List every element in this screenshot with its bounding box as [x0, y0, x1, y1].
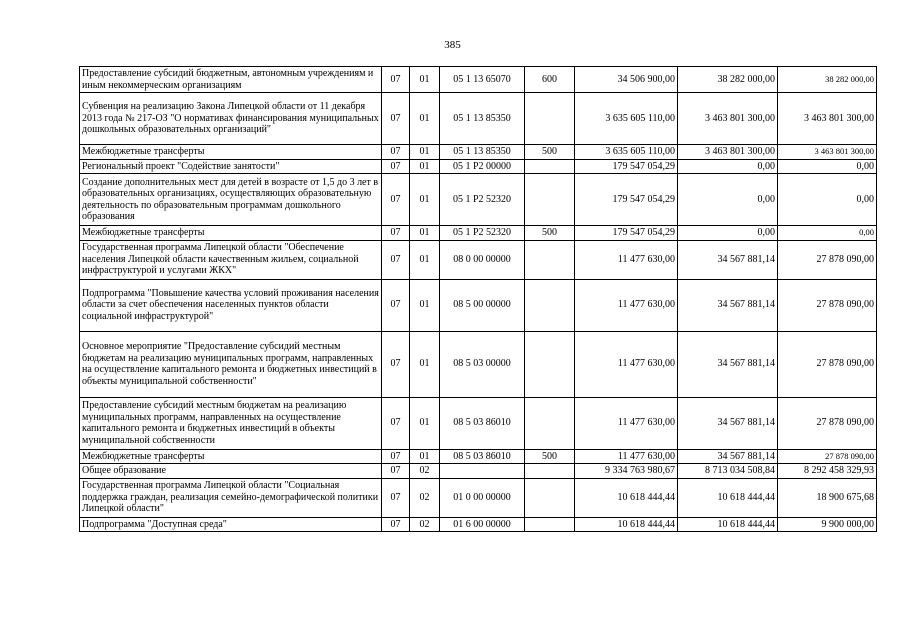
table-row	[80, 464, 877, 479]
section-code-cell: 07	[382, 397, 410, 449]
row-name-cell: Подпрограмма "Доступная среда"	[80, 517, 382, 532]
amount-year2-cell: 34 567 881,14	[678, 397, 778, 449]
section-code-cell: 07	[382, 279, 410, 331]
amount-year1-cell: 11 477 630,00	[575, 279, 678, 331]
amount-year3-cell: 27 878 090,00	[778, 331, 877, 397]
table-row	[80, 67, 877, 93]
amount-year2-cell: 0,00	[678, 159, 778, 174]
amount-year3-cell: 27 878 090,00	[778, 397, 877, 449]
target-article-cell: 08 5 03 86010	[440, 397, 525, 449]
amount-year3-cell: 9 900 000,00	[778, 517, 877, 532]
amount-year1-cell: 179 547 054,29	[575, 174, 678, 226]
target-article-cell: 05 1 P2 52320	[440, 174, 525, 226]
amount-year1-cell: 11 477 630,00	[575, 331, 678, 397]
table-body	[80, 67, 877, 532]
expense-type-cell	[525, 464, 575, 479]
row-name-cell: Общее образование	[80, 464, 382, 479]
amount-year2-cell: 10 618 444,44	[678, 517, 778, 532]
target-article-cell	[440, 464, 525, 479]
section-code-cell: 07	[382, 226, 410, 241]
section-code-cell: 07	[382, 478, 410, 517]
amount-year1-cell: 179 547 054,29	[575, 226, 678, 241]
budget-table	[79, 66, 877, 532]
section-code-cell: 07	[382, 331, 410, 397]
expense-type-cell	[525, 517, 575, 532]
expense-type-cell: 500	[525, 226, 575, 241]
table-row	[80, 240, 877, 279]
target-article-cell: 05 1 P2 00000	[440, 159, 525, 174]
row-name-cell: Создание дополнительных мест для детей в возрасте от 1,5 до 3 лет в образовательных организациях, осуществляющих образовательную деятельность по образовательным программам дошкольного образования	[80, 174, 382, 226]
row-name-cell: Межбюджетные трансферты	[80, 145, 382, 160]
expense-type-cell	[525, 93, 575, 145]
amount-year2-cell: 0,00	[678, 174, 778, 226]
section-code-cell: 07	[382, 449, 410, 464]
expense-type-cell	[525, 478, 575, 517]
target-article-cell: 08 0 00 00000	[440, 240, 525, 279]
table-row	[80, 279, 877, 331]
amount-year3-cell: 38 282 000,00	[778, 67, 877, 93]
expense-type-cell	[525, 174, 575, 226]
target-article-cell: 08 5 00 00000	[440, 279, 525, 331]
section-code-cell: 07	[382, 240, 410, 279]
subsection-code-cell: 02	[410, 517, 440, 532]
amount-year3-cell: 27 878 090,00	[778, 449, 877, 464]
target-article-cell: 08 5 03 00000	[440, 331, 525, 397]
subsection-code-cell: 01	[410, 67, 440, 93]
amount-year3-cell: 0,00	[778, 174, 877, 226]
amount-year2-cell: 8 713 034 508,84	[678, 464, 778, 479]
amount-year1-cell: 11 477 630,00	[575, 240, 678, 279]
table-row	[80, 159, 877, 174]
section-code-cell: 07	[382, 464, 410, 479]
row-name-cell: Подпрограмма "Повышение качества условий проживания населения области за счет обеспечения населенных пунктов области социальной инфраструктурой"	[80, 279, 382, 331]
row-name-cell: Государственная программа Липецкой области "Социальная поддержка граждан, реализация семейно-демографической политики Липецкой области"	[80, 478, 382, 517]
amount-year3-cell: 27 878 090,00	[778, 279, 877, 331]
expense-type-cell	[525, 279, 575, 331]
subsection-code-cell: 01	[410, 145, 440, 160]
amount-year2-cell: 34 567 881,14	[678, 331, 778, 397]
amount-year1-cell: 11 477 630,00	[575, 397, 678, 449]
subsection-code-cell: 01	[410, 226, 440, 241]
table-row	[80, 449, 877, 464]
subsection-code-cell: 02	[410, 478, 440, 517]
section-code-cell: 07	[382, 145, 410, 160]
amount-year2-cell: 10 618 444,44	[678, 478, 778, 517]
amount-year2-cell: 3 463 801 300,00	[678, 145, 778, 160]
expense-type-cell: 600	[525, 67, 575, 93]
table-row	[80, 174, 877, 226]
target-article-cell: 01 0 00 00000	[440, 478, 525, 517]
subsection-code-cell: 02	[410, 464, 440, 479]
amount-year3-cell: 27 878 090,00	[778, 240, 877, 279]
row-name-cell: Государственная программа Липецкой области "Обеспечение населения Липецкой области качественным жильем, социальной инфраструктурой и услугами ЖКХ"	[80, 240, 382, 279]
amount-year1-cell: 34 506 900,00	[575, 67, 678, 93]
target-article-cell: 05 1 13 85350	[440, 93, 525, 145]
amount-year2-cell: 34 567 881,14	[678, 279, 778, 331]
expense-type-cell: 500	[525, 145, 575, 160]
subsection-code-cell: 01	[410, 449, 440, 464]
row-name-cell: Основное мероприятие "Предоставление субсидий местным бюджетам на реализацию муниципальных программ, направленных на осуществление капитального ремонта и бюджетных инвестиций в объекты муниципальной собственности"	[80, 331, 382, 397]
expense-type-cell	[525, 159, 575, 174]
amount-year3-cell: 0,00	[778, 226, 877, 241]
target-article-cell: 01 6 00 00000	[440, 517, 525, 532]
subsection-code-cell: 01	[410, 397, 440, 449]
amount-year2-cell: 34 567 881,14	[678, 449, 778, 464]
amount-year1-cell: 179 547 054,29	[575, 159, 678, 174]
row-name-cell: Предоставление субсидий местным бюджетам на реализацию муниципальных программ, направленных на осуществление капитального ремонта и бюджетных инвестиций в объекты муниципальной собственности	[80, 397, 382, 449]
table-row	[80, 331, 877, 397]
amount-year3-cell: 18 900 675,68	[778, 478, 877, 517]
amount-year3-cell: 8 292 458 329,93	[778, 464, 877, 479]
row-name-cell: Субвенция на реализацию Закона Липецкой области от 11 декабря 2013 года № 217-ОЗ "О нормативах финансирования муниципальных дошкольных образовательных организаций"	[80, 93, 382, 145]
target-article-cell: 05 1 13 85350	[440, 145, 525, 160]
table-row	[80, 145, 877, 160]
row-name-cell: Межбюджетные трансферты	[80, 226, 382, 241]
target-article-cell: 05 1 P2 52320	[440, 226, 525, 241]
amount-year2-cell: 38 282 000,00	[678, 67, 778, 93]
section-code-cell: 07	[382, 67, 410, 93]
section-code-cell: 07	[382, 159, 410, 174]
amount-year2-cell: 3 463 801 300,00	[678, 93, 778, 145]
target-article-cell: 05 1 13 65070	[440, 67, 525, 93]
subsection-code-cell: 01	[410, 159, 440, 174]
subsection-code-cell: 01	[410, 279, 440, 331]
amount-year3-cell: 0,00	[778, 159, 877, 174]
row-name-cell: Региональный проект "Содействие занятости"	[80, 159, 382, 174]
amount-year1-cell: 3 635 605 110,00	[575, 145, 678, 160]
amount-year3-cell: 3 463 801 300,00	[778, 93, 877, 145]
amount-year1-cell: 10 618 444,44	[575, 517, 678, 532]
row-name-cell: Предоставление субсидий бюджетным, автономным учреждениям и иным некоммерческим организациям	[80, 67, 382, 93]
table-row	[80, 93, 877, 145]
subsection-code-cell: 01	[410, 93, 440, 145]
target-article-cell: 08 5 03 86010	[440, 449, 525, 464]
section-code-cell: 07	[382, 517, 410, 532]
expense-type-cell	[525, 240, 575, 279]
amount-year1-cell: 10 618 444,44	[575, 478, 678, 517]
page-number: 385	[444, 39, 461, 51]
subsection-code-cell: 01	[410, 240, 440, 279]
section-code-cell: 07	[382, 174, 410, 226]
subsection-code-cell: 01	[410, 174, 440, 226]
expense-type-cell	[525, 331, 575, 397]
table-row	[80, 478, 877, 517]
amount-year1-cell: 3 635 605 110,00	[575, 93, 678, 145]
amount-year3-cell: 3 463 801 300,00	[778, 145, 877, 160]
row-name-cell: Межбюджетные трансферты	[80, 449, 382, 464]
section-code-cell: 07	[382, 93, 410, 145]
table-row	[80, 517, 877, 532]
amount-year2-cell: 0,00	[678, 226, 778, 241]
expense-type-cell: 500	[525, 449, 575, 464]
amount-year2-cell: 34 567 881,14	[678, 240, 778, 279]
amount-year1-cell: 9 334 763 980,67	[575, 464, 678, 479]
subsection-code-cell: 01	[410, 331, 440, 397]
table-row	[80, 397, 877, 449]
table-row	[80, 226, 877, 241]
expense-type-cell	[525, 397, 575, 449]
amount-year1-cell: 11 477 630,00	[575, 449, 678, 464]
